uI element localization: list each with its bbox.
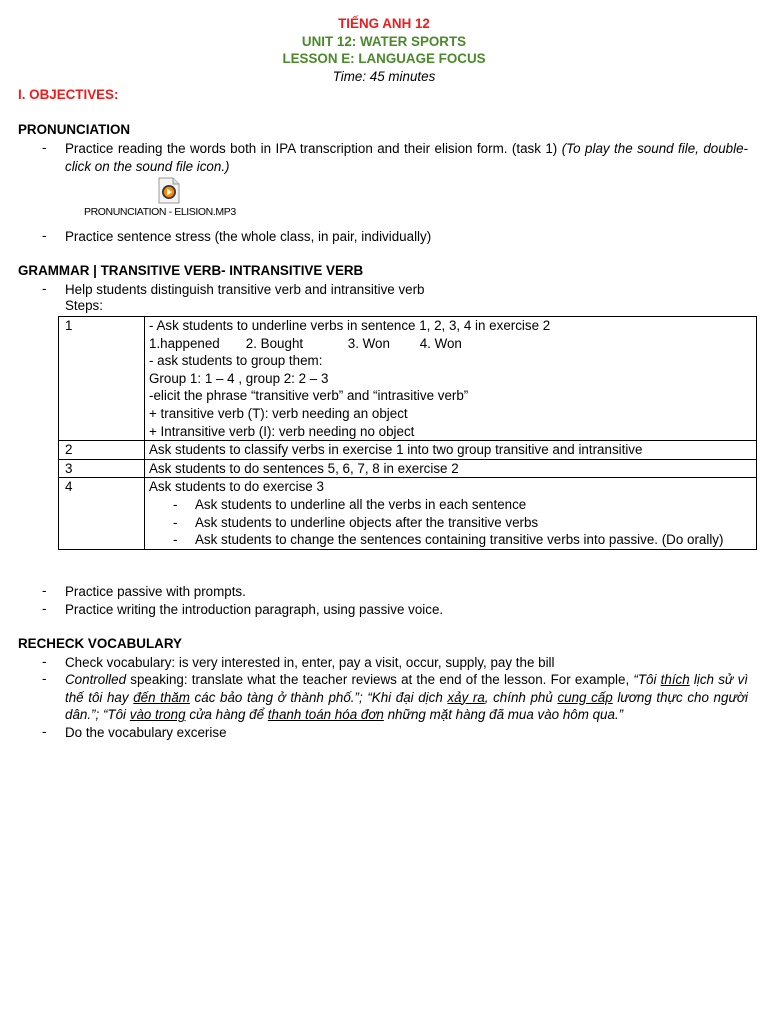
step-content — [145, 317, 757, 441]
step-line: Group 1: 1 – 4 , group 2: 2 – 3 — [149, 370, 329, 386]
sub-step — [149, 531, 752, 549]
step-line: - ask students to group them: — [149, 353, 323, 369]
table-row — [59, 441, 757, 460]
text-run: “Tôi — [633, 672, 661, 687]
step-line: - Ask students to underline verbs in sentence 1, 2, 3, 4 in exercise 2 — [149, 318, 551, 333]
step-content — [145, 478, 757, 549]
step-number: 2 — [59, 441, 145, 460]
text-run: thanh toán hóa đơn — [267, 707, 384, 723]
text-run: đến thăm — [133, 689, 190, 705]
step-number: 4 — [59, 478, 145, 549]
bullet-dash: - — [42, 281, 47, 296]
text-run: vào trong — [129, 707, 186, 723]
pronunciation-item-1-text: Practice reading the words both in IPA transcription and their elision form. (task 1) — [65, 141, 562, 156]
table-row — [59, 317, 757, 441]
bullet-dash: - — [42, 228, 47, 243]
sub-step — [149, 496, 752, 514]
sub-step — [149, 514, 752, 532]
bullet-dash: - — [173, 532, 178, 548]
bullet-dash: - — [42, 140, 47, 155]
bullet-dash: - — [42, 583, 47, 598]
step-number: 3 — [59, 459, 145, 478]
steps-label: Steps: — [65, 298, 103, 313]
sub-step-text: Ask students to change the sentences containing transitive verbs into passive. (Do orally) — [195, 532, 724, 548]
step-number: 1 — [59, 317, 145, 441]
step-line: Ask students to do exercise 3 — [149, 479, 324, 495]
pronunciation-item-2: Practice sentence stress (the whole class, in pair, individually) — [65, 229, 432, 244]
bullet-dash: - — [42, 601, 47, 616]
text-run: thích — [660, 672, 690, 687]
lesson-title: LESSON E: LANGUAGE FOCUS — [282, 51, 486, 67]
step-line: 1.happened 2. Bought 3. Won 4. Won — [149, 335, 462, 351]
pronunciation-heading: PRONUNCIATION — [18, 122, 131, 137]
audio-file-icon-graphic — [158, 177, 180, 204]
vocabulary-heading: RECHECK VOCABULARY — [18, 636, 182, 651]
bullet-dash: - — [173, 514, 178, 530]
step-content — [145, 459, 757, 478]
sub-step-text: Ask students to underline all the verbs in each sentence — [195, 496, 527, 512]
unit-title: UNIT 12: WATER SPORTS — [301, 33, 467, 49]
step-content — [145, 441, 757, 460]
table-row — [59, 459, 757, 478]
pronunciation-item-1-note: (To play the sound file, double-click on the sound file icon.) — [65, 141, 748, 174]
text-run: các bảo tàng ở thành phố.”; “Khi đại dịch — [189, 689, 448, 705]
text-run: Controlled — [65, 672, 127, 687]
text-run: xảy ra — [447, 689, 485, 705]
step-line: Ask students to classify verbs in exercise 1 into two group transitive and intransitive — [149, 442, 643, 458]
sub-step-text: Ask students to underline objects after the transitive verbs — [195, 514, 539, 530]
text-run: speaking: translate what the teacher reviews at the end of the lesson. For example, — [126, 672, 634, 687]
bullet-dash: - — [42, 654, 47, 669]
subject-title: TIẾNG ANH 12 — [338, 16, 430, 31]
objectives-heading: I. OBJECTIVES: — [18, 87, 119, 102]
bullet-dash: - — [42, 724, 47, 739]
text-run: lịch sử vì thế tôi hay — [65, 672, 748, 705]
text-run: , chính phủ — [484, 689, 558, 705]
grammar-heading: GRAMMAR | TRANSITIVE VERB- INTRANSITIVE VERB — [18, 263, 364, 278]
document-header — [0, 15, 768, 85]
time-label: Time: 45 minutes — [332, 68, 436, 84]
vocabulary-item-1: Check vocabulary: is very interested in, enter, pay a visit, occur, supply, pay the bill — [65, 655, 555, 670]
step-line: + transitive verb (T): verb needing an object — [149, 405, 408, 421]
text-run: lương thực cho người dân.”; “Tôi — [65, 689, 748, 723]
grammar-item-3: Practice writing the introduction paragraph, using passive voice. — [65, 602, 444, 617]
grammar-item-2: Practice passive with prompts. — [65, 584, 246, 599]
text-run: cung cấp — [557, 689, 613, 705]
step-line: + Intransitive verb (I): verb needing no object — [149, 423, 415, 439]
text-run: những mặt hàng đã mua vào hôm qua.” — [383, 707, 624, 723]
audio-file-icon[interactable] — [158, 177, 180, 204]
text-run: cửa hàng để — [185, 707, 268, 723]
step-line: Ask students to do sentences 5, 6, 7, 8 in exercise 2 — [149, 460, 459, 476]
table-row — [59, 478, 757, 549]
steps-table — [58, 316, 757, 550]
audio-file-label[interactable]: PRONUNCIATION - ELISION.MP3 — [84, 206, 236, 218]
vocabulary-item-2 — [65, 671, 748, 724]
vocabulary-item-3: Do the vocabulary excerise — [65, 725, 227, 740]
grammar-item-1: Help students distinguish transitive verb and intransitive verb — [65, 282, 425, 297]
step-line: -elicit the phrase “transitive verb” and “intrasitive verb” — [149, 388, 469, 404]
pronunciation-item-1 — [65, 140, 748, 175]
bullet-dash: - — [42, 671, 47, 686]
bullet-dash: - — [173, 496, 178, 512]
